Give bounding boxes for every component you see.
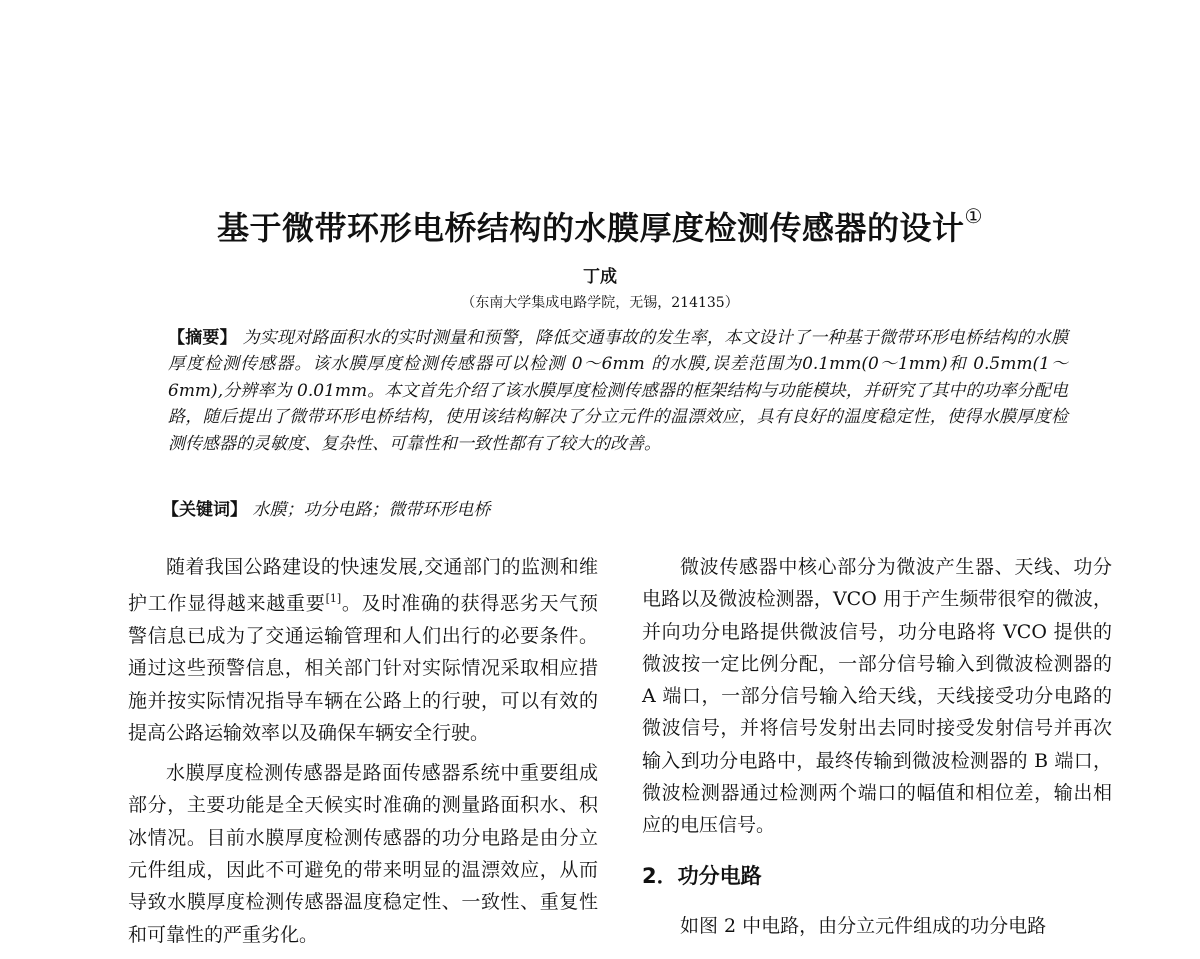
paragraph-text: 随着我国公路建设的快速发展,交通部门的监测和维护工作显得越来越重要 bbox=[128, 556, 598, 615]
title-footnote-mark: ① bbox=[964, 204, 983, 229]
body-paragraph: 如图 2 中电路，由分立元件组成的功分电路 bbox=[680, 914, 1047, 937]
abstract-label: 【摘要】 bbox=[168, 328, 237, 348]
right-column bbox=[642, 551, 1112, 950]
body-paragraph bbox=[128, 551, 598, 749]
author-affiliation: （东南大学集成电路学院，无锡，214135） bbox=[461, 295, 739, 311]
title-text: 基于微带环形电桥结构的水膜厚度检测传感器的设计 bbox=[217, 209, 965, 247]
author-name: 丁成 bbox=[583, 267, 617, 287]
body-paragraph: 微波传感器中核心部分为微波产生器、天线、功分电路以及微波检测器，VCO 用于产生频带很窄的微波，并向功分电路提供微波信号，功分电路将 VCO 提供的微波按一定比例分配，一部分信号输入到微波检测器的 A 端口，一部分信号输入给天线，天线接受功分电路的微波信号，并将信号发射出去同时接受发射信号并再次输入到功分电路中，最终传输到微波检测器的 B 端口，微波检测器通过检测两个端口的幅值和相位差，输出相应的电压信号。 bbox=[642, 556, 1112, 837]
section-heading: 2．功分电路 bbox=[642, 863, 762, 888]
paragraph-text: 。及时准确的获得恶劣天气预警信息已成为了交通运输管理和人们出行的必要条件。通过这些预警信息，相关部门针对实际情况采取相应措施并按实际情况指导车辆在公路上的行驶，可以有效的提高公路运输效率以及确保车辆安全行驶。 bbox=[128, 592, 598, 744]
keywords bbox=[162, 497, 1062, 523]
abstract bbox=[168, 325, 1068, 457]
paper-title bbox=[0, 203, 1200, 249]
abstract-text: 为实现对路面积水的实时测量和预警，降低交通事故的发生率，本文设计了一种基于微带环形电桥结构的水膜厚度检测传感器。该水膜厚度检测传感器可以检测 0～6mm 的水膜,误差范围为0.1mm(0～1mm)和 0.5mm(1～6mm),分辨率为 0.01mm。本文首先介绍了该水膜厚度检测传感器的框架结构与功能模块，并研究了其中的功率分配电路，随后提出了微带环形电桥结构，使用该结构解决了分立元件的温漂效应，具有良好的温度稳定性，使得水膜厚度检测传感器的灵敏度、复杂性、可靠性和一致性都有了较大的改善。 bbox=[168, 328, 1069, 454]
keywords-text: 水膜；功分电路；微带环形电桥 bbox=[252, 500, 491, 520]
keywords-label: 【关键词】 bbox=[162, 500, 247, 520]
citation-ref: [1] bbox=[325, 592, 342, 606]
body-paragraph: 水膜厚度检测传感器是路面传感器系统中重要组成部分，主要功能是全天候实时准确的测量路面积水、积冰情况。目前水膜厚度检测传感器的功分电路是由分立元件组成，因此不可避免的带来明显的温漂效应，从而导致水膜厚度检测传感器温度稳定性、一致性、重复性和可靠性的严重劣化。 bbox=[128, 762, 598, 946]
left-column bbox=[128, 551, 598, 959]
